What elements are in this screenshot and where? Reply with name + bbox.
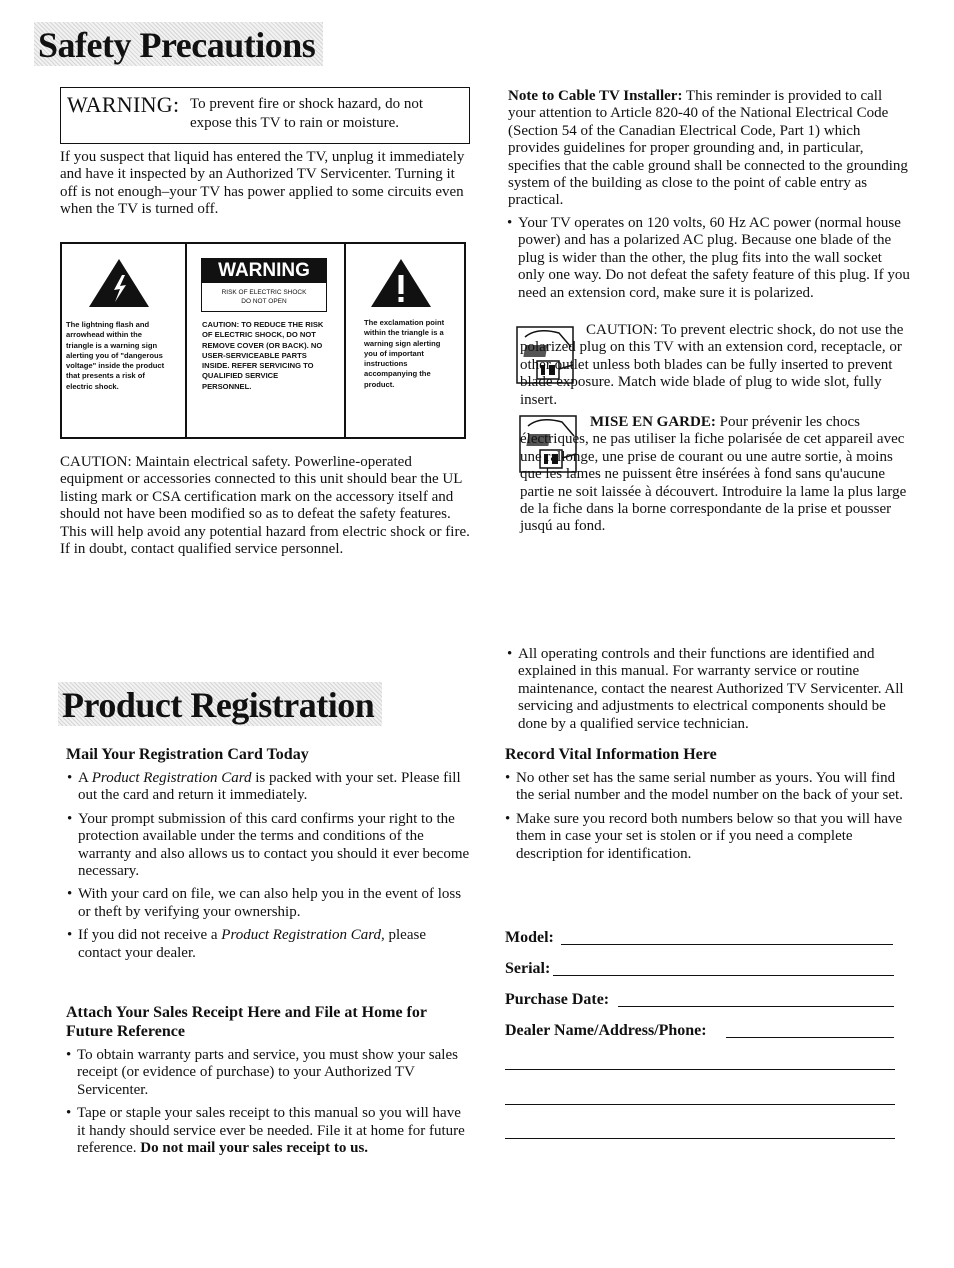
attach-receipt-list: [66, 1047, 470, 1157]
safety-symbol-panel: [60, 242, 466, 439]
mail-bullet-1: • A Product Registration Card is packed with your set. Please fill out the card and return it immediately.: [67, 770, 461, 804]
caution-plug-label: CAUTION:: [586, 322, 658, 338]
serial-field[interactable]: [553, 975, 894, 976]
dealer-label: Dealer Name/Address/Phone:: [505, 1022, 707, 1039]
cable-installer-label: Note to Cable TV Installer:: [508, 88, 683, 104]
mail-card-heading: Mail Your Registration Card Today: [66, 746, 309, 763]
caution-plug-paragraph: [520, 322, 912, 409]
dealer-field-line4[interactable]: [505, 1138, 895, 1139]
mise-en-garde-label: MISE EN GARDE:: [590, 414, 716, 430]
lightning-triangle-icon: [88, 258, 150, 308]
liquid-paragraph: If you suspect that liquid has entered the TV, unplug it immediately and have it inspected by an Authorized TV Servicenter. Turning it off is not enough–your TV has power applied to some circuits even when the TV is turned off.: [60, 149, 465, 218]
caution-panel-text: CAUTION: TO REDUCE THE RISK OF ELECTRIC SHOCK, DO NOT REMOVE COVER (OR BACK). NO USER-SERVICEABLE PARTS INSIDE. REFER SERVICING TO QUALIFIED SERVICE PERSONNEL.: [202, 320, 324, 391]
dealer-field-line1[interactable]: [726, 1037, 894, 1038]
model-label: Model:: [505, 929, 554, 946]
record-bullet-1: • No other set has the same serial number as yours. You will find the serial number and the model number on the back of your set.: [505, 770, 903, 804]
serial-label: Serial:: [505, 960, 551, 977]
purchase-date-field[interactable]: [618, 1006, 894, 1007]
mise-en-garde-paragraph: [520, 414, 912, 536]
attach-receipt-heading: Attach Your Sales Receipt Here and File at Home for Future Reference: [66, 1004, 427, 1040]
mise-en-garde-text: Pour prévenir les chocs électriques, ne pas utiliser la fiche polarisée de cet appareil avec une rallonge, une prise de courant ou une autre sortie, à moins que les lames ne puissent être insérées à fond sans qu'aucune partie ne soit laissée à découvert. Introduire la lame la plus large de la fiche dans la borne correspondante de la prise et pousser jusqú au fond.: [520, 414, 907, 535]
attach-bullet-1: • To obtain warranty parts and service, you must show your sales receipt (or evidence of purchase) to your Authorized TV Servicenter.: [66, 1047, 458, 1098]
power-bullet: • Your TV operates on 120 volts, 60 Hz AC power (normal house power) and has a polarized AC plug. Because one blade of the plug is wider than the other, the plug fits into the wall socket only one way. Do not defeat the safety feature of this plug. If you need an extension cord, make sure it is polarized.: [507, 215, 910, 301]
dealer-field-line3[interactable]: [505, 1104, 895, 1105]
caution-paragraph: [60, 454, 470, 558]
registration-section-title: Product Registration: [58, 682, 382, 726]
safety-section-title: Safety Precautions: [34, 22, 323, 66]
cable-installer-note: [508, 88, 912, 210]
record-info-list: [505, 770, 905, 863]
risk-line-1: RISK OF ELECTRIC SHOCK: [221, 289, 307, 296]
caution-plug-text: To prevent electric shock, do not use the polarized plug on this TV with an extension cord, receptacle, or other outlet unless both blades can be fully inserted to prevent blade exposure. Match wide blade of plug to wide slot, fully insert.: [520, 322, 904, 408]
cable-installer-text: This reminder is provided to call your attention to Article 820-40 of the National Electrical Code (Section 54 of the Canadian Electrical Code, Part 1) which provides guidelines for proper grounding and, in particular, specifies that the cable ground shall be connected to the grounding system of the building as close to the point of cable entry as practical.: [508, 88, 908, 209]
mail-bullet-4: • If you did not receive a Product Registration Card, please contact your dealer.: [67, 927, 426, 961]
model-field[interactable]: [561, 944, 893, 945]
mail-bullet-2: • Your prompt submission of this card confirms your right to the protection available under the terms and conditions of the warranty and also allows us to contact you should it ever become necessary.: [67, 810, 470, 880]
warning-text-line1: To prevent fire or shock hazard, do not: [190, 96, 424, 112]
risk-line-2: DO NOT OPEN: [241, 298, 287, 305]
record-bullet-2: • Make sure you record both numbers below so that you will have them in case your set is stolen or if you need a complete description for identification.: [505, 810, 903, 862]
exclamation-description: The exclamation point within the triangle is a warning sign alerting you of important instructions accompanying the product.: [364, 318, 445, 389]
caution-text: Maintain electrical safety. Powerline-operated equipment or accessories connected to this unit should bear the UL listing mark or CSA certification mark on the accessory itself and should not have been modified so as to defeat the safety features. This will help avoid any potential hazard from electric shock or fire. If in doubt, contact qualified service personnel.: [60, 454, 470, 558]
attach-bullet-2: • Tape or staple your sales receipt to this manual so you will have it handy should service ever be needed. File it at home for future reference. Do not mail your sales receipt to us.: [66, 1105, 465, 1157]
warning-header: WARNING: [202, 259, 326, 283]
mail-card-list: [67, 770, 471, 962]
purchase-date-label: Purchase Date:: [505, 991, 610, 1008]
controls-bullet: • All operating controls and their functions are identified and explained in this manual. For warranty service or routine maintenance, contact the nearest Authorized TV Servicenter. All servicing and adjustments to electrical components should be done by a qualified service technician.: [507, 646, 904, 732]
lightning-description: The lightning flash and arrowhead within the triangle is a warning sign alerting you of "dangerous voltage" inside the product that presents a risk of electric shock.: [66, 320, 165, 391]
record-info-heading: Record Vital Information Here: [505, 746, 717, 763]
dealer-field-line2[interactable]: [505, 1069, 895, 1070]
power-bullet-text: Your TV operates on 120 volts, 60 Hz AC power (normal house power) and has a polarized AC plug. Because one blade of the plug is wider than the other, the plug fits into the wall socket only one way. Do not defeat the safety feature of this plug. If you need an extension cord, make sure it is polarized.: [518, 215, 910, 301]
mail-bullet-3: • With your card on file, we can also help you in the event of loss or theft by verifying your ownership.: [67, 886, 462, 920]
controls-bullet-text: All operating controls and their functions are identified and explained in this manual. For warranty service or routine maintenance, contact the nearest Authorized TV Servicenter. All servicing and adjustments to electrical components should be done by a qualified service technician.: [518, 646, 904, 732]
warning-text-line2: expose this TV to rain or moisture.: [190, 115, 400, 131]
caution-label: CAUTION:: [60, 454, 132, 470]
exclamation-triangle-icon: [370, 258, 432, 308]
warning-label-box: [201, 258, 327, 312]
warning-label: WARNING:: [67, 92, 180, 117]
warning-box: [60, 87, 470, 144]
